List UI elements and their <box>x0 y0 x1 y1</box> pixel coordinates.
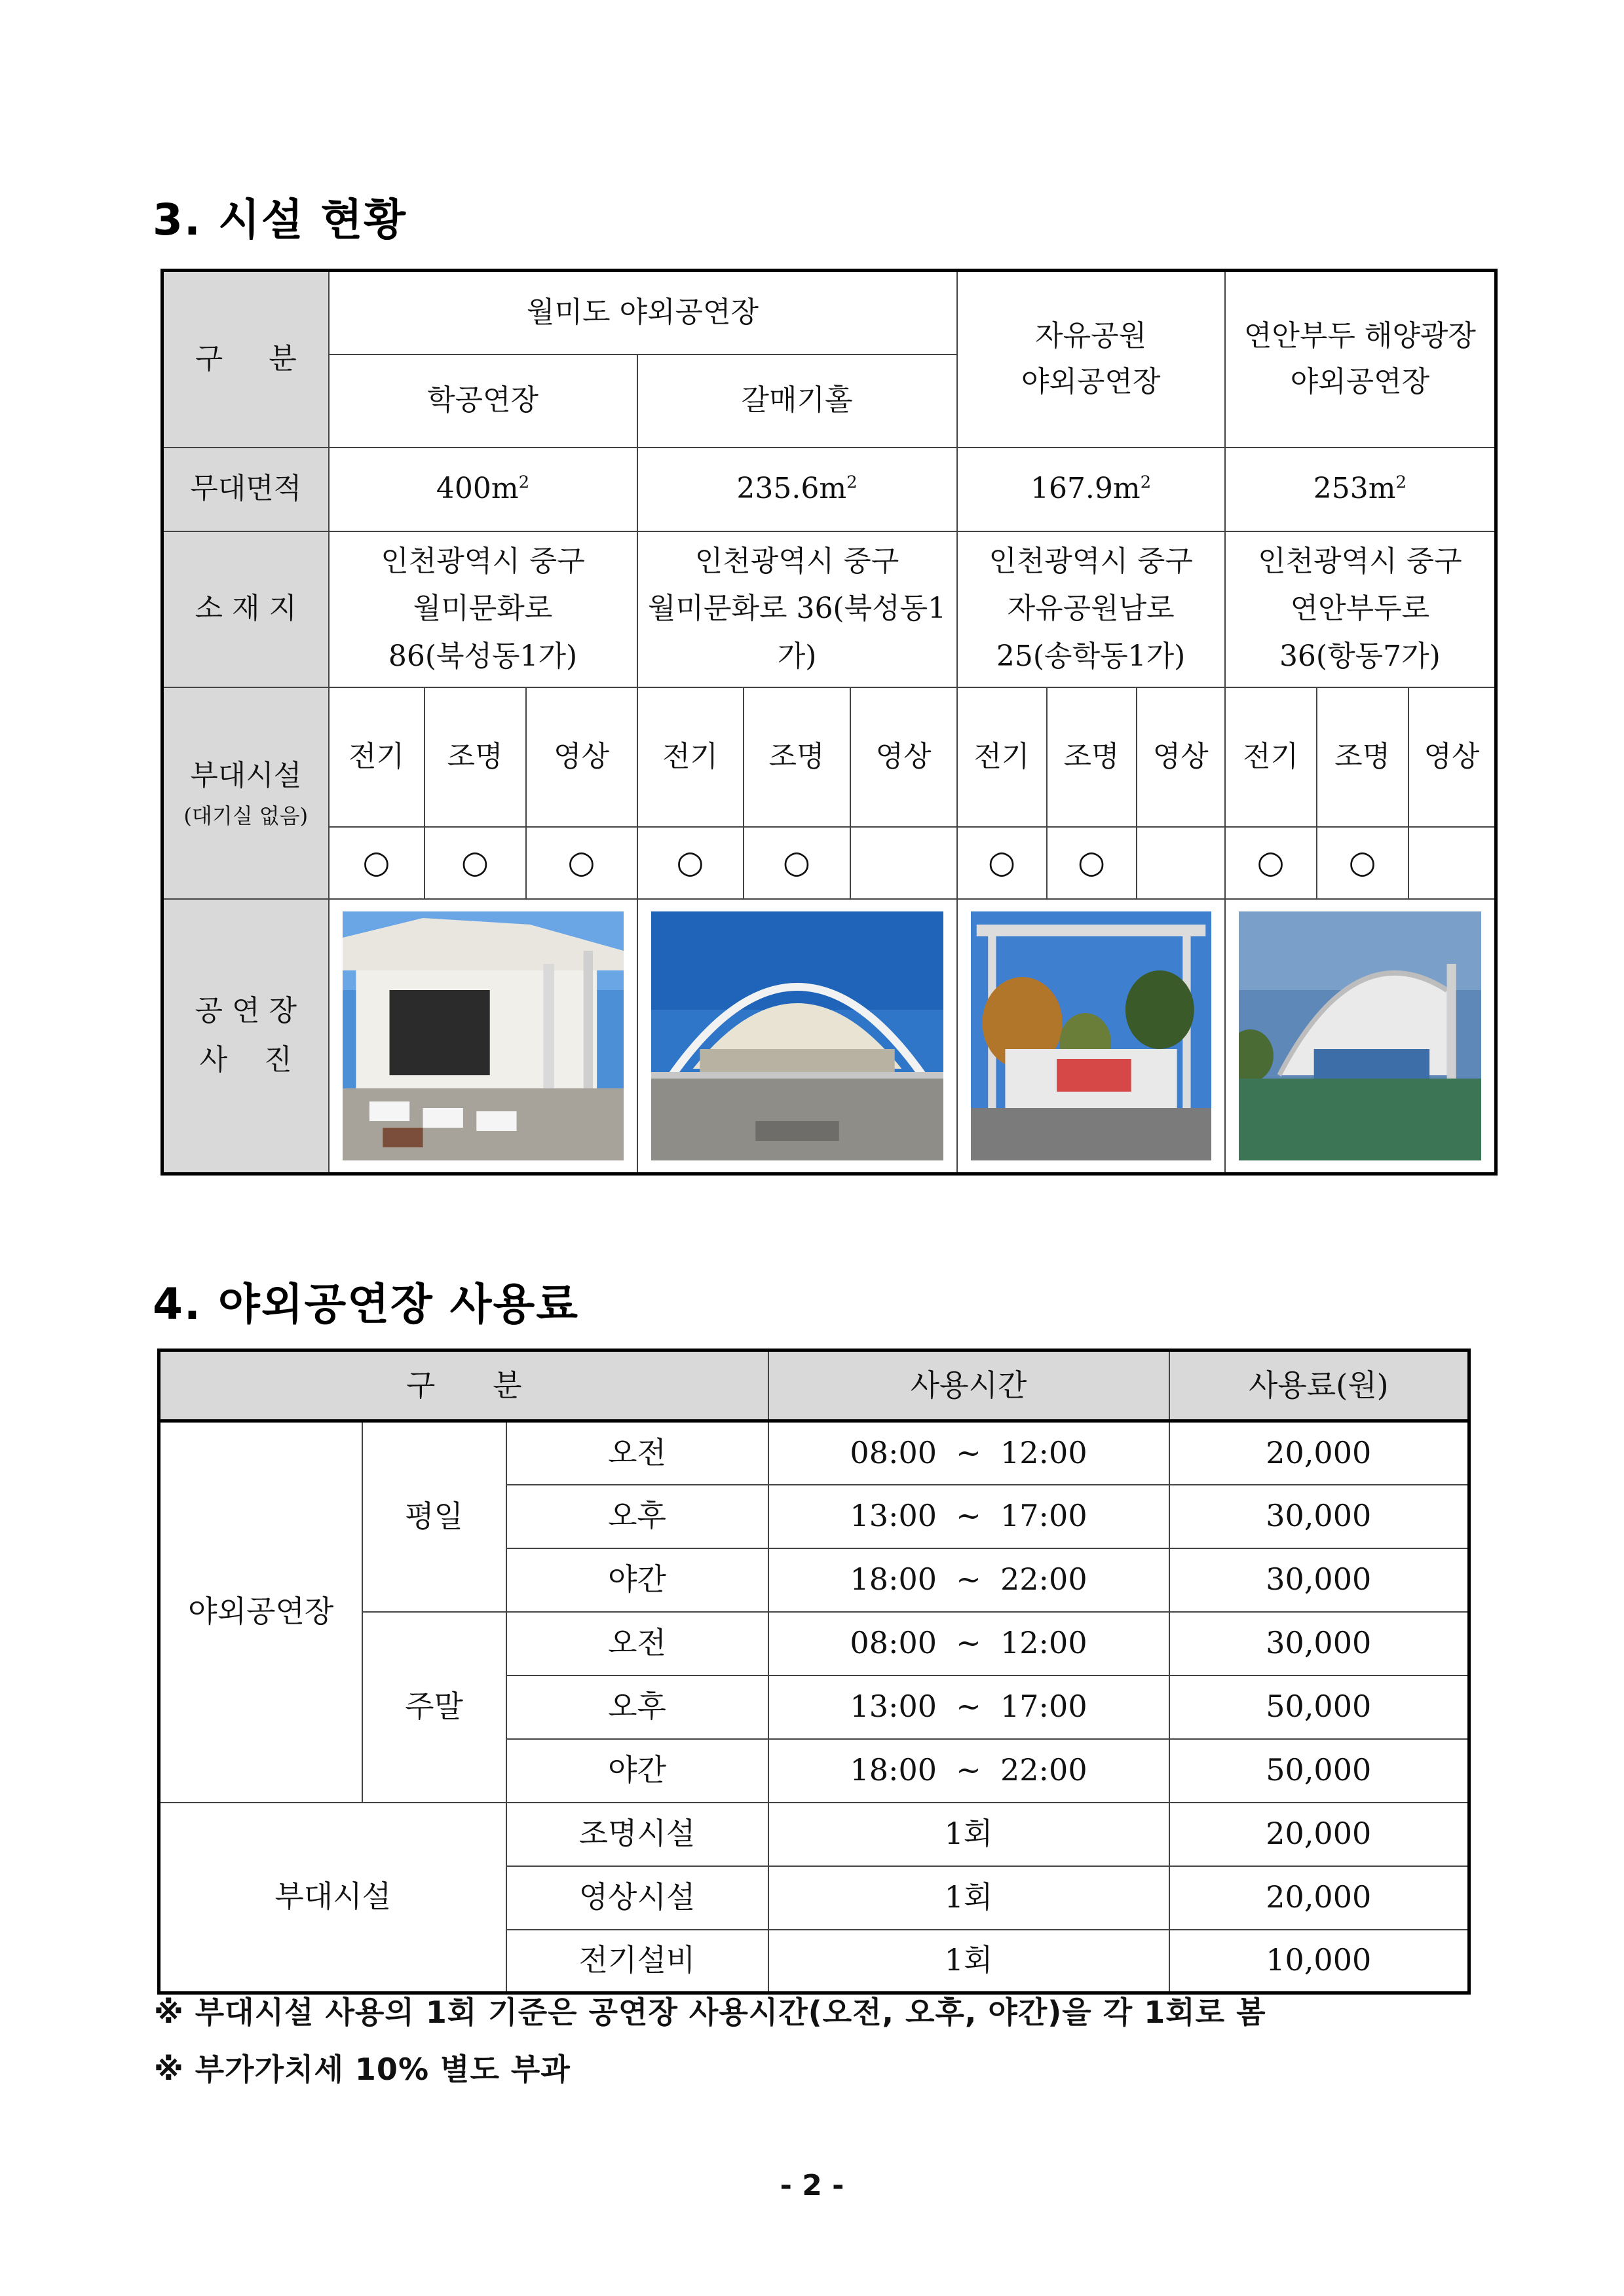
fee-header-category: 구 분 <box>159 1350 768 1421</box>
facility-type: 조명 <box>1317 687 1408 827</box>
section-4-title: 4. 야외공연장 사용료 <box>153 1279 579 1330</box>
facility-type: 영상 <box>1408 687 1496 827</box>
period-cell: 오전 <box>506 1421 768 1485</box>
time-cell: 08:00 ~ 12:00 <box>768 1421 1169 1485</box>
category-header: 구 분 <box>162 271 329 448</box>
venue-galmaegi-hall: 갈매기홀 <box>637 354 957 448</box>
stage-area-value: $253m^2$ <box>1225 448 1496 531</box>
facility-status-table <box>161 269 1498 1176</box>
fee-cell: 30,000 <box>1169 1548 1469 1612</box>
availability-mark: ○ <box>526 827 637 899</box>
availability-mark: ○ <box>425 827 526 899</box>
time-cell: 18:00 ~ 22:00 <box>768 1548 1169 1612</box>
time-cell: 18:00 ~ 22:00 <box>768 1739 1169 1803</box>
period-cell: 오전 <box>506 1612 768 1675</box>
availability-mark: ○ <box>744 827 850 899</box>
facility-type: 영상 <box>526 687 637 827</box>
hakgong-stage-photo <box>343 911 624 1160</box>
count-cell: 1회 <box>768 1930 1169 1993</box>
location-address: 인천광역시 중구 월미문화로 36(북성동1가) <box>637 531 957 687</box>
time-cell: 13:00 ~ 17:00 <box>768 1675 1169 1739</box>
time-cell: 08:00 ~ 12:00 <box>768 1612 1169 1675</box>
location-address: 인천광역시 중구 월미문화로 86(북성동1가) <box>329 531 637 687</box>
facility-type: 영상 <box>1137 687 1225 827</box>
period-cell: 야간 <box>506 1739 768 1803</box>
fee-cell: 50,000 <box>1169 1739 1469 1803</box>
facility-type: 전기 <box>1225 687 1317 827</box>
facilities-label: 부대시설 <box>190 759 302 793</box>
facility-type: 영상 <box>850 687 957 827</box>
galmaegi-hall-photo <box>651 911 943 1160</box>
note-facility-usage: ※ 부대시설 사용의 1회 기준은 공연장 사용시간(오전, 오후, 야간)을 각 1회로 봄 <box>154 1995 1266 2030</box>
venue-hakgong: 학공연장 <box>329 354 637 448</box>
location-label: 소 재 지 <box>162 531 329 687</box>
fee-cell: 20,000 <box>1169 1803 1469 1866</box>
location-address: 인천광역시 중구 연안부두로 36(항동7가) <box>1225 531 1496 687</box>
extra-facilities-label: 부대시설 <box>159 1803 506 1993</box>
venue-label: 야외공연장 <box>159 1421 362 1803</box>
facility-type: 조명 <box>1047 687 1137 827</box>
stage-area-value: $235.6m^2$ <box>637 448 957 531</box>
stage-area-value: $400m^2$ <box>329 448 637 531</box>
period-cell: 오후 <box>506 1675 768 1739</box>
facility-type: 조명 <box>425 687 526 827</box>
extra-item-cell: 영상시설 <box>506 1866 768 1930</box>
wolmido-header: 월미도 야외공연장 <box>329 271 957 354</box>
fee-cell: 10,000 <box>1169 1930 1469 1993</box>
count-cell: 1회 <box>768 1803 1169 1866</box>
extra-item-cell: 조명시설 <box>506 1803 768 1866</box>
availability-mark <box>1137 827 1225 899</box>
location-address: 인천광역시 중구 자유공원남로 25(송학동1가) <box>957 531 1225 687</box>
availability-mark <box>1408 827 1496 899</box>
fee-header-fee: 사용료(원) <box>1169 1350 1469 1421</box>
count-cell: 1회 <box>768 1866 1169 1930</box>
availability-mark: ○ <box>957 827 1047 899</box>
facility-type: 전기 <box>329 687 425 827</box>
note-vat: ※ 부가가치세 10% 별도 부과 <box>154 2052 571 2087</box>
fee-cell: 20,000 <box>1169 1866 1469 1930</box>
time-cell: 13:00 ~ 17:00 <box>768 1485 1169 1548</box>
extra-item-cell: 전기설비 <box>506 1930 768 1993</box>
facility-type: 조명 <box>744 687 850 827</box>
facility-type: 전기 <box>957 687 1047 827</box>
availability-mark <box>850 827 957 899</box>
jayu-park-stage-photo <box>971 911 1211 1160</box>
weekday-label: 평일 <box>362 1421 506 1612</box>
facilities-note: (대기실 없음) <box>183 803 309 828</box>
fee-cell: 20,000 <box>1169 1421 1469 1485</box>
venue-yeonan-pier: 연안부두 해양광장 야외공연장 <box>1225 271 1496 448</box>
facilities-label-cell <box>162 687 329 899</box>
facility-type: 전기 <box>637 687 744 827</box>
fee-cell: 30,000 <box>1169 1612 1469 1675</box>
fee-cell: 50,000 <box>1169 1675 1469 1739</box>
photo-label: 공 연 장 사 진 <box>162 899 329 1174</box>
availability-mark: ○ <box>1047 827 1137 899</box>
weekend-label: 주말 <box>362 1612 506 1803</box>
usage-fee-table <box>157 1349 1471 1995</box>
venue-jayu-park: 자유공원 야외공연장 <box>957 271 1225 448</box>
period-cell: 오후 <box>506 1485 768 1548</box>
fee-cell: 30,000 <box>1169 1485 1469 1548</box>
availability-mark: ○ <box>637 827 744 899</box>
availability-mark: ○ <box>1317 827 1408 899</box>
availability-mark: ○ <box>1225 827 1317 899</box>
page-number: - 2 - <box>780 2169 844 2202</box>
stage-area-value: $167.9m^2$ <box>957 448 1225 531</box>
yeonan-pier-stage-photo <box>1239 911 1482 1160</box>
stage-area-label: 무대면적 <box>162 448 329 531</box>
period-cell: 야간 <box>506 1548 768 1612</box>
availability-mark: ○ <box>329 827 425 899</box>
section-3-title: 3. 시설 현황 <box>153 195 407 245</box>
fee-header-time: 사용시간 <box>768 1350 1169 1421</box>
